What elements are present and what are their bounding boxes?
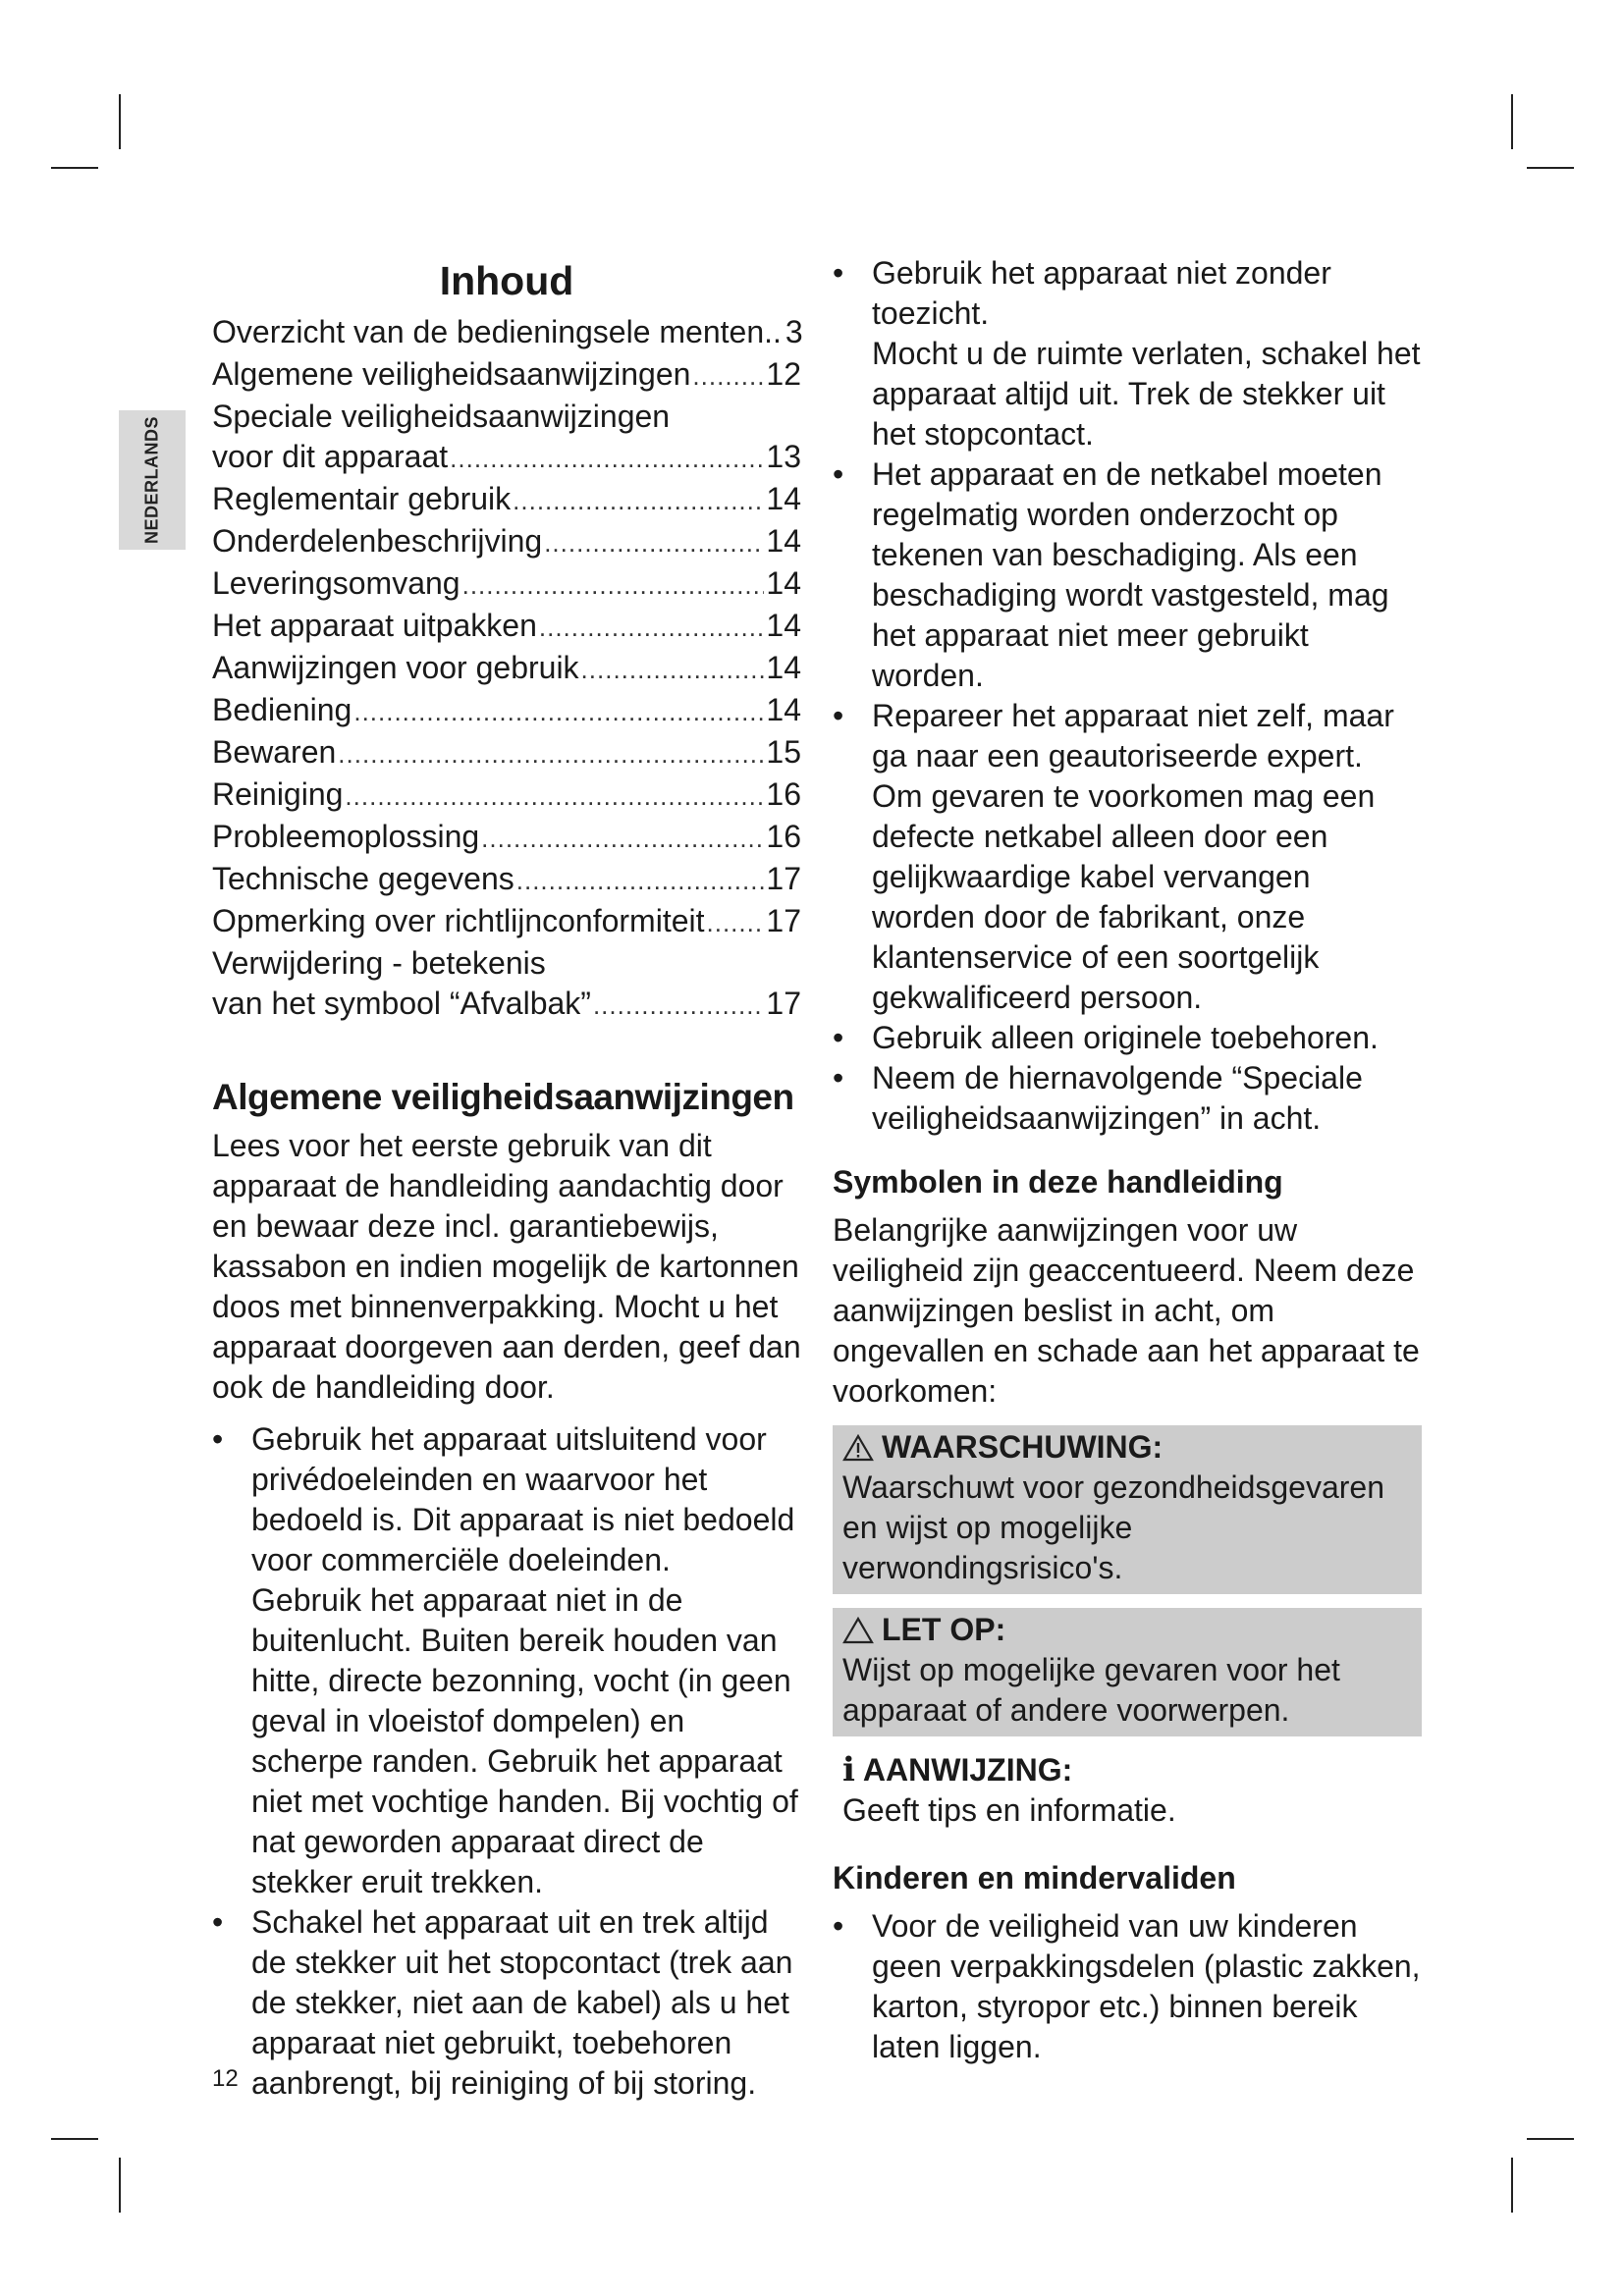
crop-mark bbox=[119, 2158, 121, 2213]
list-item-text: Gebruik alleen originele toebehoren. bbox=[872, 1020, 1379, 1055]
toc-entry-label: Technische gegevens bbox=[212, 861, 514, 896]
toc-entry bbox=[212, 859, 801, 901]
toc-entry-label: Verwijdering - betekenis bbox=[212, 945, 546, 981]
toc-entry-page: 17 bbox=[766, 861, 801, 896]
list-item bbox=[833, 454, 1422, 696]
crop-mark bbox=[1511, 2158, 1513, 2213]
toc-leader-dots bbox=[581, 650, 765, 690]
toc-entry-label: Het apparaat uitpakken bbox=[212, 608, 537, 643]
toc-entry bbox=[212, 563, 801, 606]
toc-entry-page: 14 bbox=[766, 523, 801, 559]
note-text: Geeft tips en informatie. bbox=[842, 1792, 1176, 1828]
toc-entry-label: Bediening bbox=[212, 692, 352, 727]
note-title: AANWIJZING: bbox=[862, 1752, 1073, 1788]
toc-leader-dots bbox=[481, 819, 764, 859]
toc-entry bbox=[212, 901, 801, 943]
toc-entry-label: Speciale veiligheidsaanwijzingen bbox=[212, 399, 671, 434]
toc-entry-label: Reiniging bbox=[212, 776, 344, 812]
list-item-text: Het apparaat en de netkabel moeten regelmatig worden onderzocht op tekenen van beschadiging. Als een beschadiging wordt vastgesteld, mag het apparaat niet meer gebruikt worden. bbox=[872, 456, 1389, 693]
toc-title: Inhoud bbox=[439, 258, 574, 303]
toc-leader-dots bbox=[692, 356, 764, 397]
toc-entry bbox=[212, 943, 801, 984]
list-item bbox=[833, 334, 1422, 454]
list-item-text: Voor de veiligheid van uw kinderen geen verpakkingsdelen (plastic zakken, karton, styropor etc.) binnen bereik laten liggen. bbox=[872, 1908, 1421, 2064]
toc-entry bbox=[212, 774, 801, 817]
toc-entry bbox=[212, 521, 801, 563]
toc-entry-label: Aanwijzingen voor gebruik bbox=[212, 650, 579, 685]
toc-entry bbox=[212, 437, 801, 479]
toc-entry bbox=[212, 690, 801, 732]
toc-entry-label: Reglementair gebruik bbox=[212, 481, 512, 516]
table-of-contents bbox=[212, 312, 801, 1026]
list-item bbox=[833, 1058, 1422, 1139]
list-item-text: Neem de hiernavolgende “Speciale veiligheidsaanwijzingen” in acht. bbox=[872, 1060, 1363, 1136]
toc-entry-page: 15 bbox=[766, 734, 801, 770]
caution-text: Wijst op mogelijke gevaren voor het apparaat of andere voorwerpen. bbox=[842, 1652, 1340, 1728]
toc-entry-label: Leveringsomvang bbox=[212, 565, 460, 601]
safety-bullets-right bbox=[833, 253, 1422, 1139]
crop-mark bbox=[51, 167, 98, 169]
crop-mark bbox=[1527, 2138, 1574, 2140]
toc-leader-dots bbox=[450, 439, 764, 479]
list-item-text: Gebruik het apparaat uitsluitend voor privédoeleinden en waarvoor het bedoeld is. Dit apparaat is niet bedoeld voor commerciële doeleinden. bbox=[251, 1421, 795, 1577]
toc-entry-page: 14 bbox=[766, 692, 801, 727]
toc-entry-label: Algemene veiligheidsaanwijzingen bbox=[212, 356, 691, 392]
children-bullets bbox=[833, 1906, 1422, 2067]
list-item-text: Repareer het apparaat niet zelf, maar ga naar een geautoriseerde expert. Om gevaren te voorkomen mag een defecte netkabel alleen door een gelijkwaardige kabel vervangen worden door de fabrikant, onze klantenservice of een soortgelijk gekwalificeerd persoon. bbox=[872, 698, 1394, 1015]
warning-box bbox=[833, 1425, 1422, 1594]
list-item bbox=[833, 1906, 1422, 2067]
toc-entry-label: Probleemoplossing bbox=[212, 819, 480, 854]
toc-entry-label: Onderdelenbeschrijving bbox=[212, 523, 543, 559]
caution-box bbox=[833, 1608, 1422, 1736]
toc-leader-dots bbox=[462, 565, 765, 606]
crop-mark bbox=[1511, 94, 1513, 149]
list-item-text: Schakel het apparaat uit en trek altijd de stekker uit het stopcontact (trek aan de stekker, niet aan de kabel) als u het apparaat niet gebruikt, toebehoren aanbrengt, bij reiniging of bij storing. bbox=[251, 1904, 793, 2101]
toc-entry-label: Bewaren bbox=[212, 734, 337, 770]
toc-entry-page: 12 bbox=[766, 356, 801, 392]
toc-leader-dots bbox=[516, 861, 765, 901]
left-column bbox=[212, 253, 801, 2104]
toc-leader-dots bbox=[593, 986, 764, 1026]
toc-entry bbox=[212, 732, 801, 774]
caution-triangle-icon bbox=[842, 1617, 874, 1644]
info-icon: i bbox=[842, 1750, 855, 1789]
toc-entry-page: 14 bbox=[766, 650, 801, 685]
toc-entry bbox=[212, 479, 801, 521]
toc-entry-page: 16 bbox=[766, 819, 801, 854]
toc-leader-dots bbox=[345, 776, 764, 817]
caution-title: LET OP: bbox=[882, 1612, 1006, 1647]
toc-entry-page: 14 bbox=[766, 565, 801, 601]
list-item bbox=[833, 253, 1422, 334]
language-tab bbox=[119, 410, 186, 550]
toc-leader-dots bbox=[338, 734, 764, 774]
safety-bullets-left bbox=[212, 1419, 801, 2104]
toc-entry-page: 3 bbox=[785, 314, 803, 349]
toc-entry-page: 17 bbox=[766, 903, 801, 938]
list-item-text: Mocht u de ruimte verlaten, schakel het apparaat altijd uit. Trek de stekker uit het stopcontact. bbox=[872, 336, 1421, 452]
toc-entry-page: 13 bbox=[766, 439, 801, 474]
toc-leader-dots bbox=[539, 608, 765, 648]
crop-mark bbox=[51, 2138, 98, 2140]
list-item bbox=[212, 1419, 801, 1580]
toc-entry bbox=[212, 606, 801, 648]
toc-entry-label: voor dit apparaat bbox=[212, 439, 449, 474]
list-item bbox=[212, 1902, 801, 2104]
toc-leader-dots bbox=[544, 523, 764, 563]
toc-entry bbox=[212, 312, 801, 354]
toc-leader-dots bbox=[353, 692, 764, 732]
list-item-text: Gebruik het apparaat niet in de buitenlucht. Buiten bereik houden van hitte, directe bezonning, vocht (in geen geval in vloeistof dompelen) en scherpe randen. Gebruik het apparaat niet met vochtige handen. Bij vochtig of nat geworden apparaat direct de stekker eruit trekken. bbox=[251, 1582, 798, 1899]
warning-text: Waarschuwt voor gezondheidsgevaren en wijst op mogelijke verwondingsrisico's. bbox=[842, 1469, 1385, 1585]
toc-entry-page: 14 bbox=[766, 608, 801, 643]
list-item-text: Gebruik het apparaat niet zonder toezicht. bbox=[872, 255, 1331, 331]
symbols-intro: Belangrijke aanwijzingen voor uw veiligheid zijn geaccentueerd. Neem deze aanwijzingen beslist in acht, om ongevallen en schade aan het apparaat te voorkomen: bbox=[833, 1212, 1420, 1409]
list-item bbox=[833, 696, 1422, 1018]
crop-mark bbox=[119, 94, 121, 149]
toc-entry bbox=[212, 984, 801, 1026]
crop-mark bbox=[1527, 167, 1574, 169]
warning-title: WAARSCHUWING: bbox=[882, 1429, 1164, 1465]
general-safety-intro: Lees voor het eerste gebruik van dit apparaat de handleiding aandachtig door en bewaar deze incl. garantiebewijs, kassabon en indien mogelijk de kartonnen doos met binnenverpakking. Mocht u het apparaat doorgeven aan derden, geef dan ook de handleiding door. bbox=[212, 1128, 801, 1405]
symbols-heading: Symbolen in deze handleiding bbox=[833, 1164, 1283, 1200]
list-item bbox=[833, 1018, 1422, 1058]
toc-entry-label: Opmerking over richtlijnconformiteit bbox=[212, 903, 705, 938]
toc-entry bbox=[212, 817, 801, 859]
right-column bbox=[833, 253, 1422, 2067]
warning-triangle-icon bbox=[842, 1434, 874, 1462]
toc-entry-label: van het symbool “Afvalbak” bbox=[212, 986, 591, 1021]
toc-entry-page: 14 bbox=[766, 481, 801, 516]
toc-entry-label: Overzicht van de bedieningsele menten.. bbox=[212, 314, 782, 349]
general-safety-heading: Algemene veiligheidsaanwijzingen bbox=[212, 1077, 794, 1117]
toc-leader-dots bbox=[513, 481, 764, 521]
toc-entry bbox=[212, 354, 801, 397]
note-box bbox=[833, 1750, 1422, 1831]
toc-entry-page: 17 bbox=[766, 986, 801, 1021]
toc-leader-dots bbox=[707, 903, 765, 943]
page-number: 12 bbox=[212, 2065, 239, 2092]
children-heading: Kinderen en mindervaliden bbox=[833, 1860, 1236, 1896]
list-item bbox=[212, 1580, 801, 1902]
toc-entry-page: 16 bbox=[766, 776, 801, 812]
toc-entry bbox=[212, 648, 801, 690]
language-tab-label: NEDERLANDS bbox=[141, 415, 162, 545]
toc-entry bbox=[212, 397, 801, 437]
